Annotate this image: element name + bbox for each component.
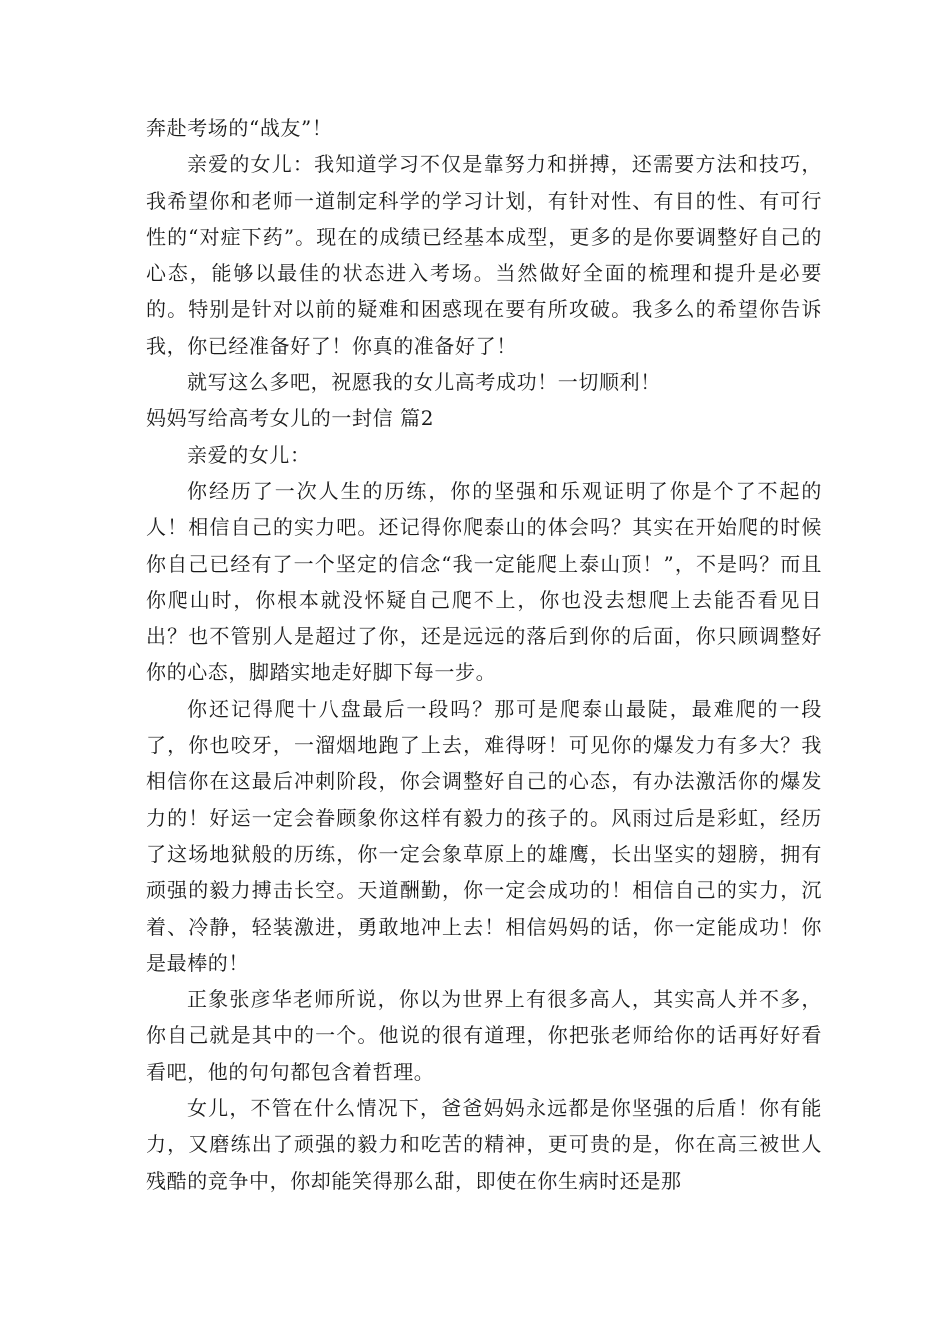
paragraph-teacher-quote: 正象张彦华老师所说，你以为世界上有很多高人，其实高人并不多，你自己就是其中的一个。他说的很有道理，你把张老师给你的话再好好看看吧，他的句句都包含着哲理。 [146, 987, 822, 1084]
document-body [146, 110, 822, 1199]
paragraph-closing-wishes: 就写这么多吧，祝愿我的女儿高考成功！一切顺利！ [187, 370, 661, 395]
section-heading: 妈妈写给高考女儿的一封信 篇2 [146, 406, 435, 431]
paragraph-continuation: 奔赴考场的“战友”！ [146, 116, 333, 140]
paragraph-study-methods: 亲爱的女儿：我知道学习不仅是靠努力和拼搏，还需要方法和技巧，我希望你和老师一道制定科学的学习计划，有针对性、有目的性、有可行性的“对症下药”。现在的成绩已经基本成型，更多的是你要调整好自己的心态，能够以最佳的状态进入考场。当然做好全面的梳理和提升是必要的。特别是针对以前的疑难和困惑现在要有所攻破。我多么的希望你告诉我，你已经准备好了！你真的准备好了！ [146, 152, 822, 358]
paragraph-mount-tai: 你经历了一次人生的历练，你的坚强和乐观证明了你是个了不起的人！相信自己的实力吧。还记得你爬泰山的体会吗？其实在开始爬的时候你自己已经有了一个坚定的信念“我一定能爬上泰山顶！”，不是吗？而且你爬山时，你根本就没怀疑自己爬不上，你也没去想爬上去能否看见日出？也不管别人是超过了你，还是远远的落后到你的后面，你只顾调整好你的心态，脚踏实地走好脚下每一步。 [146, 478, 822, 685]
paragraph-parents-support: 女儿，不管在什么情况下，爸爸妈妈永远都是你坚强的后盾！你有能力，又磨练出了顽强的毅力和吃苦的精神，更可贵的是，你在高三被世人残酷的竞争中，你却能笑得那么甜，即使在你生病时还是那 [146, 1096, 822, 1193]
paragraph-salutation: 亲爱的女儿： [187, 442, 311, 467]
paragraph-eighteen-bends: 你还记得爬十八盘最后一段吗？那可是爬泰山最陡，最难爬的一段了，你也咬牙，一溜烟地跑了上去，难得呀！可见你的爆发力有多大？我相信你在这最后冲刺阶段，你会调整好自己的心态，有办法激活你的爆发力的！好运一定会眷顾象你这样有毅力的孩子的。风雨过后是彩虹，经历了这场地狱般的历练，你一定会象草原上的雄鹰，长出坚实的翅膀，拥有顽强的毅力搏击长空。天道酬勤，你一定会成功的！相信自己的实力，沉着、冷静，轻装激进，勇敢地冲上去！相信妈妈的话，你一定能成功！你是最棒的！ [146, 696, 822, 975]
